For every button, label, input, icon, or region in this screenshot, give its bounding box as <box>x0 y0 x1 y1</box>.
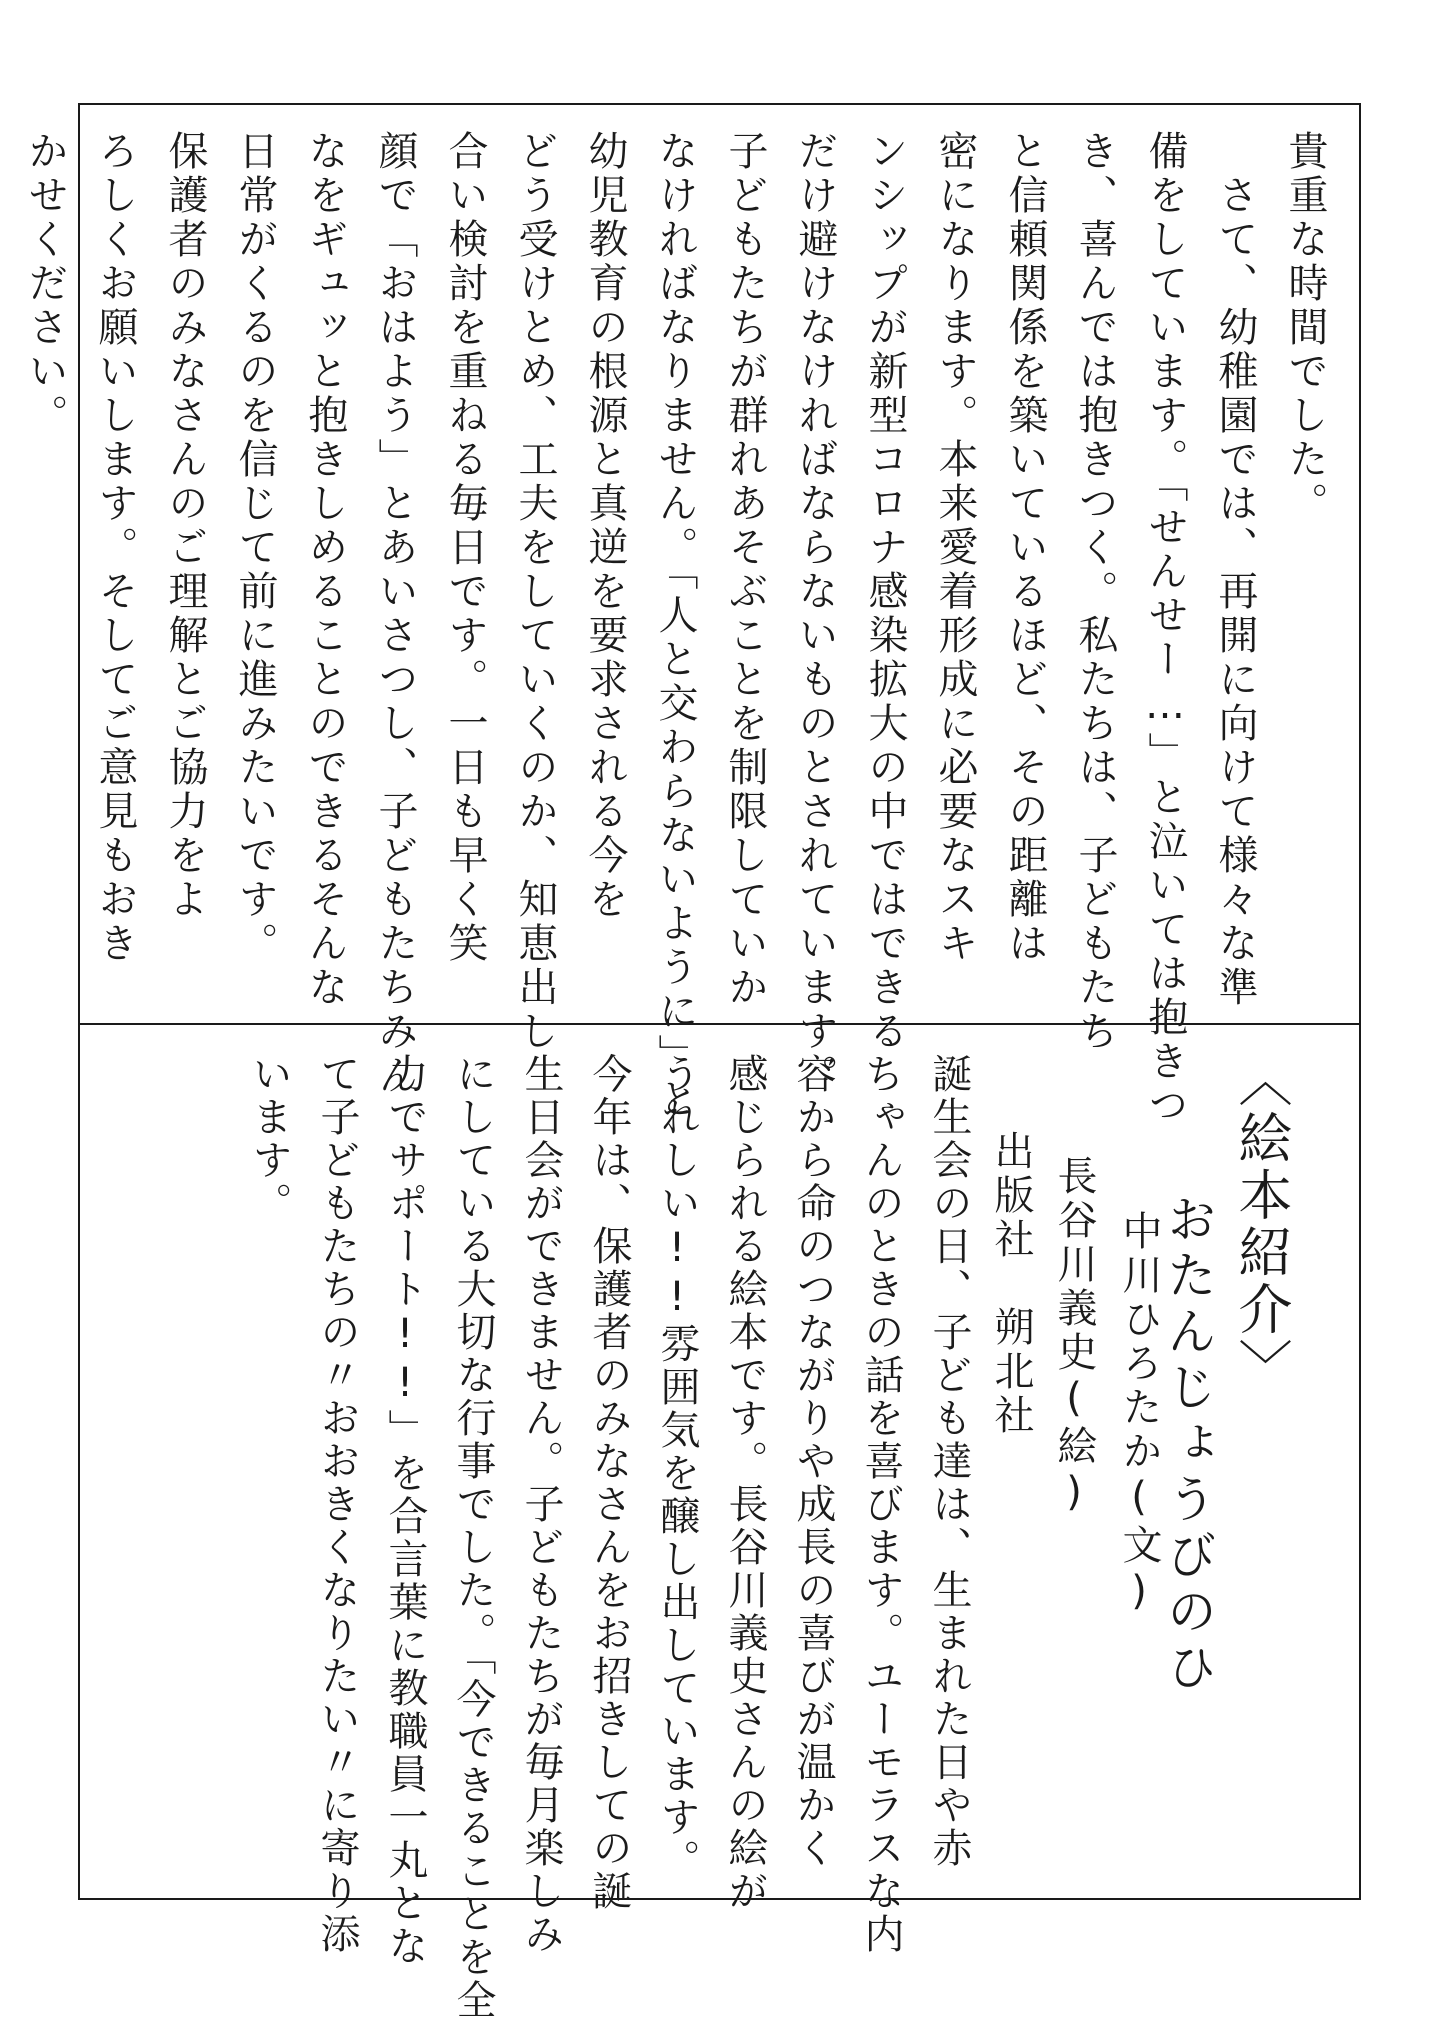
page-frame <box>22 103 1361 2022</box>
upper-line: と信頼関係を築いているほど、その距離は <box>1002 130 1048 966</box>
upper-line: 幼児教育の根源と真逆を要求される今を <box>582 130 628 922</box>
book-title: おたんじょうびのひ <box>1159 1193 1217 1697</box>
lower-line: にしている大切な行事でした。「今できることを全 <box>450 1053 496 2022</box>
upper-line: 密になります。本来愛着形成に必要なスキ <box>932 130 978 966</box>
upper-line: ンシップが新型コロナ感染拡大の中ではできる <box>862 130 908 1054</box>
upper-section <box>22 105 1359 1128</box>
book-author: 中川ひろたか(文) <box>1116 1210 1162 1618</box>
upper-line: さて、幼稚園では、再開に向けて様々な準 <box>1212 130 1258 1010</box>
lower-line: 力でサポート!!」を合言葉に教職員一丸とな <box>382 1053 428 1968</box>
lower-line: 感じられる絵本です。長谷川義史さんの絵が <box>722 1053 768 1913</box>
upper-line: 備をしています。「せんせー…」と泣いては抱きつ <box>1142 130 1188 1128</box>
upper-line: き、喜んでは抱きつく。私たちは、子どもたち <box>1072 130 1118 1054</box>
lower-line: 今年は、保護者のみなさんをお招きしての誕 <box>586 1053 632 1913</box>
upper-line: かせください。 <box>22 130 68 438</box>
book-description-columns <box>233 1053 981 2022</box>
upper-line: なければなりません。「人と交わらないように」と <box>652 130 698 1122</box>
upper-line: 日常がくるのを信じて前に進みたいです。 <box>232 130 278 966</box>
upper-text-columns <box>7 130 1337 1128</box>
lower-section <box>80 1025 1359 2022</box>
lower-line: います。 <box>246 1053 292 1225</box>
upper-line: ろしくお願いします。そしてご意見もおき <box>92 130 138 966</box>
lower-line: 生日会ができません。子どもたちが毎月楽しみ <box>518 1053 564 1956</box>
upper-line: 貴重な時間でした。 <box>1282 130 1328 526</box>
lower-line: 誕生会の日、子ども達は、生まれた日や赤 <box>926 1053 972 1870</box>
book-illustrator: 長谷川義史(絵) <box>1051 1155 1097 1519</box>
upper-line: どう受けとめ、工夫をしていくのか、知恵出し <box>512 130 558 1054</box>
book-intro-heading: 〈絵本紹介〉 <box>1230 1053 1293 1395</box>
upper-line: 子どもたちが群れあそぶことを制限していか <box>722 130 768 1010</box>
upper-line: なをギュッと抱きしめることのできるそんな <box>302 130 348 1010</box>
upper-line: 合い検討を重ねる毎日です。一日も早く笑 <box>442 130 488 966</box>
upper-line: 保護者のみなさんのご理解とご協力をよ <box>162 130 208 922</box>
book-heading <box>1148 1053 1294 1863</box>
lower-line: て子どもたちの〃おおきくなりたい〃に寄り添 <box>314 1053 360 1956</box>
lower-line: 容から命のつながりや成長の喜びが温かく <box>790 1053 836 1870</box>
book-publisher: 出版社 朔北社 <box>988 1130 1034 1438</box>
lower-line: ちゃんのときの話を喜びます。ユーモラスな内 <box>858 1053 904 1956</box>
lower-line: うれしい!!雰囲気を醸し出しています。 <box>654 1053 700 1882</box>
upper-line: だけ避けなければならないものとされています。 <box>792 130 838 1098</box>
upper-line: 顔で「おはよう」とあいさつし、子どもたちみん <box>372 130 418 1098</box>
